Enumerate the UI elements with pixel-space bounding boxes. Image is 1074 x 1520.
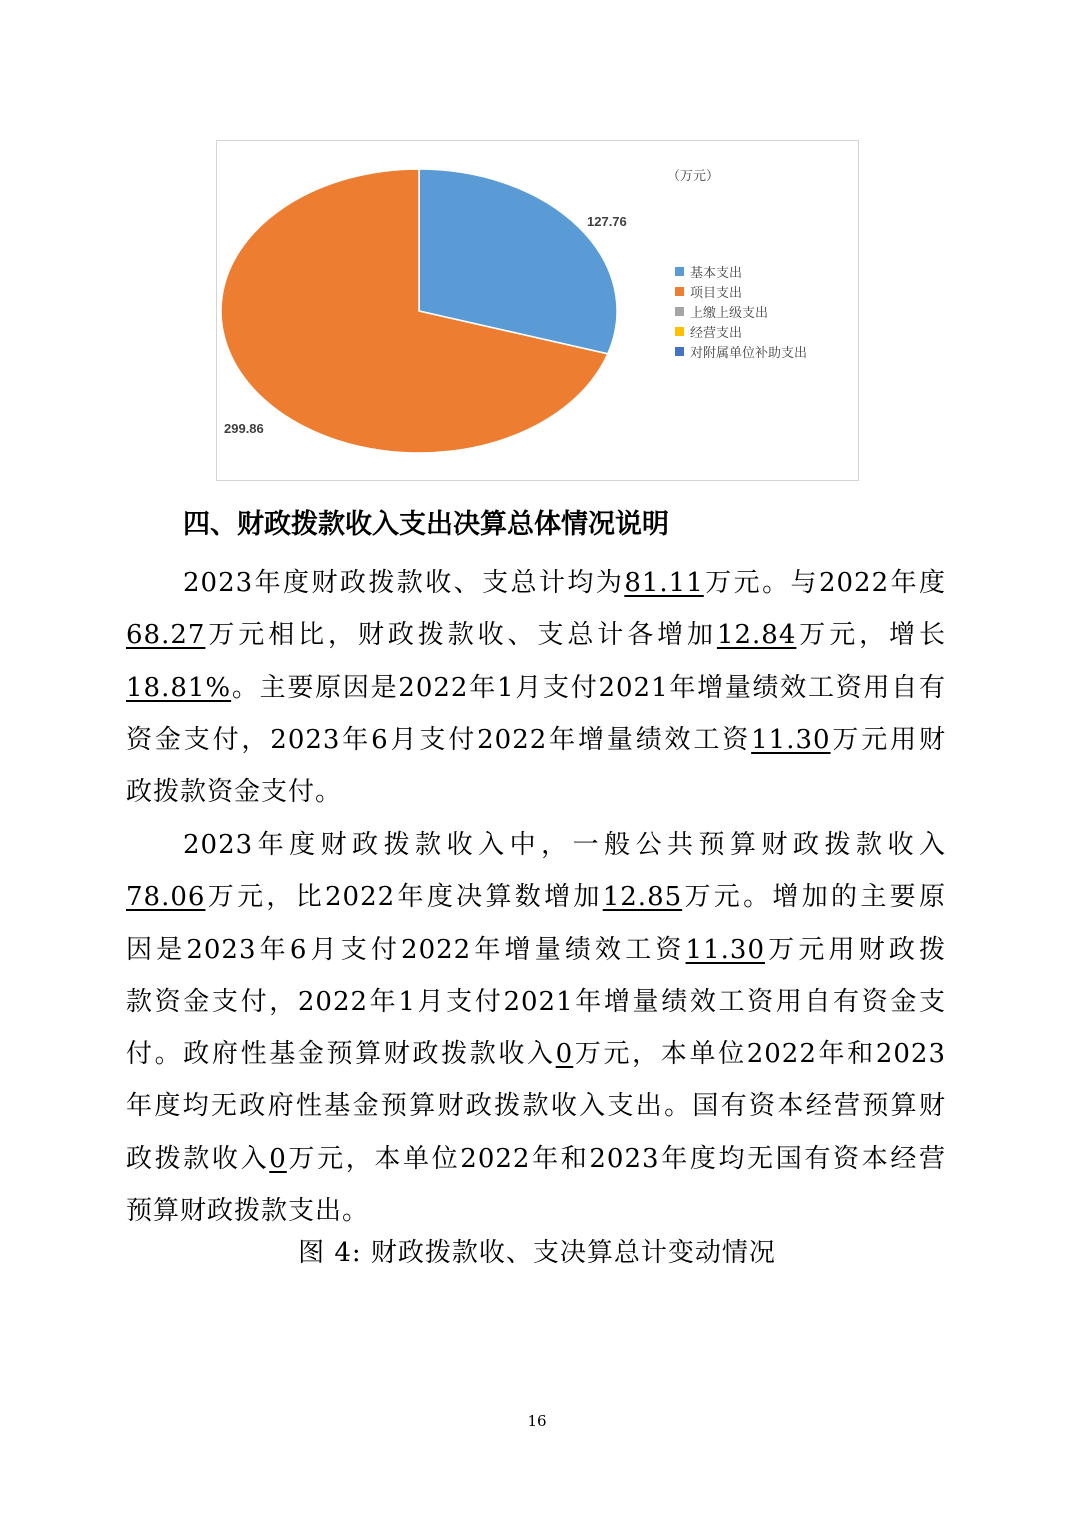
legend-swatch [675,327,684,336]
underlined-value: 18.81% [126,672,232,703]
text-line [126,819,946,871]
text-segment: 年度均无政府性基金预算财政拨款收入支出。国有资本经营预算财 [126,1091,946,1122]
text-line [126,976,946,1028]
text-segment: 政拨款收入 [126,1143,270,1174]
text-segment: 付。政府性基金预算财政拨款收入 [126,1039,556,1070]
legend-item [675,341,807,361]
text-segment: 万元，比2022年度决算数增加 [205,882,603,913]
legend-swatch [675,307,684,316]
text-segment: 万元。增加的主要原 [682,882,946,913]
text-segment: 2023年度财政拨款收入中，一般公共预算财政拨款收入 [183,830,946,860]
legend-label: 基本支出 [690,265,743,281]
text-segment: 万元，增长 [796,620,946,651]
pie-chart [216,140,859,481]
underlined-value: 0 [555,1039,574,1070]
text-line [126,714,946,766]
text-segment: 因是2023年6月支付2022年增量绩效工资 [126,934,686,965]
text-line [126,1028,946,1080]
text-line [126,609,946,661]
figure-caption: 图 4: 财政拨款收、支决算总计变动情况 [298,1238,776,1268]
data-label-basic: 127.76 [587,214,627,229]
legend-item [675,281,807,301]
text-line [126,924,946,976]
underlined-value: 81.11 [624,568,704,598]
text-line [126,1133,946,1185]
text-segment: 2023年度财政拨款收、支总计均为 [183,568,625,598]
text-segment: 万元用财政拨 [764,934,946,965]
underlined-value: 78.06 [126,882,206,913]
section-heading: 四、财政拨款收入支出决算总体情况说明 [183,509,669,540]
underlined-value: 0 [269,1143,287,1174]
legend-swatch [675,287,684,296]
text-segment: 万元用财 [830,724,946,755]
text-segment: 万元，本单位2022年和2023 [573,1039,946,1070]
text-segment: 资金支付，2023年6月支付2022年增量绩效工资 [126,724,752,755]
unit-label: （万元） [667,169,720,184]
legend-label: 项目支出 [690,285,743,301]
text-line [126,766,946,818]
page-number: 16 [527,1412,547,1430]
text-segment: 款资金支付，2022年1月支付2021年增量绩效工资用自有资金支 [126,986,946,1017]
legend-item [675,321,807,341]
text-line [126,1080,946,1132]
text-segment: 政拨款资金支付。 [126,777,343,808]
text-segment: 万元。与2022年度 [703,568,947,598]
legend-item [675,301,807,321]
text-line [126,871,946,923]
legend [675,261,807,361]
text-segment: 预算财政拨款支出。 [126,1196,370,1227]
text-line [126,557,946,609]
paragraph-1 [126,557,946,818]
text-segment: 万元，本单位2022年和2023年度均无国有资本经营 [286,1143,946,1174]
legend-label: 经营支出 [690,325,743,341]
data-label-project: 299.86 [224,421,264,436]
underlined-value: 12.85 [602,882,683,913]
paragraph-2 [126,819,946,1237]
underlined-value: 68.27 [126,620,206,651]
underlined-value: 11.30 [751,724,831,755]
text-segment: 。主要原因是2022年1月支付2021年增量绩效工资用自有 [231,672,946,703]
legend-item [675,261,807,281]
text-segment: 万元相比，财政拨款收、支总计各增加 [205,620,717,651]
legend-label: 上缴上级支出 [690,305,769,321]
legend-swatch [675,267,684,276]
text-line [126,662,946,714]
legend-swatch [675,347,684,356]
underlined-value: 11.30 [685,934,765,965]
legend-label: 对附属单位补助支出 [690,345,808,361]
underlined-value: 12.84 [716,620,797,651]
text-line [126,1185,946,1237]
